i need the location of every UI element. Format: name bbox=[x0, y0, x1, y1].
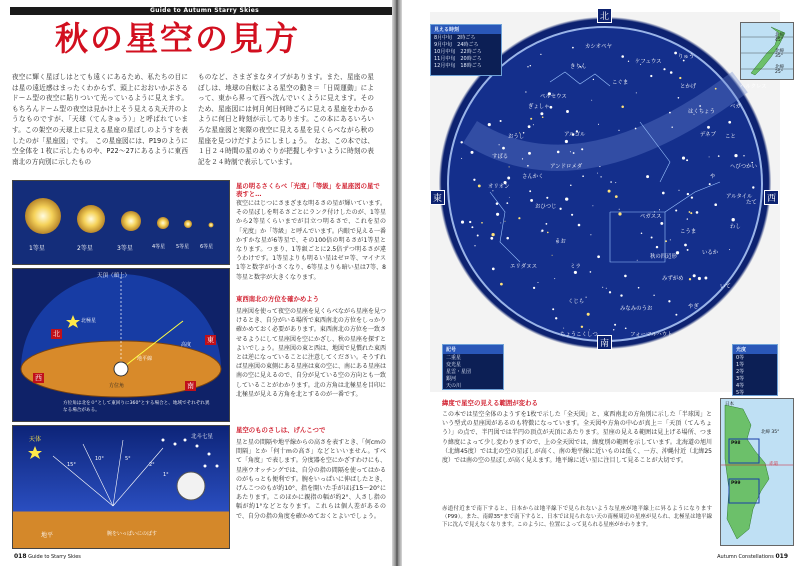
star-mark bbox=[593, 79, 594, 80]
star-mark bbox=[709, 156, 710, 157]
star-mark bbox=[506, 202, 508, 204]
star-mark bbox=[460, 141, 462, 143]
star-mark bbox=[653, 295, 654, 296]
star-mark bbox=[461, 221, 464, 224]
legend-item: 0等 bbox=[736, 355, 745, 361]
star-mark bbox=[571, 214, 573, 216]
constellation-label: おひつじ bbox=[535, 204, 557, 210]
star-mark bbox=[565, 140, 568, 143]
star-mark bbox=[636, 92, 637, 93]
star-mark bbox=[469, 221, 471, 223]
star-mark bbox=[665, 240, 667, 242]
star-mark bbox=[682, 157, 685, 160]
star-mark bbox=[545, 223, 547, 225]
constellation-label: 秋の四辺形 bbox=[650, 254, 677, 260]
star-mark bbox=[625, 327, 627, 329]
star-mark bbox=[587, 313, 590, 316]
star-mark bbox=[728, 121, 731, 124]
legend-item: 5等 bbox=[736, 390, 745, 396]
star-mark bbox=[530, 118, 532, 120]
star-mark bbox=[461, 158, 462, 159]
star-mark bbox=[679, 77, 681, 79]
star-mark bbox=[693, 274, 696, 277]
star-mark bbox=[600, 176, 601, 177]
star-mark bbox=[500, 283, 503, 286]
dome-panel bbox=[12, 268, 230, 422]
star-mark bbox=[554, 278, 555, 279]
angle-label: 2° bbox=[149, 462, 155, 468]
star-mark bbox=[547, 232, 549, 234]
star-mark bbox=[578, 224, 581, 227]
star-mark bbox=[471, 151, 474, 154]
section-heading: 星空のものさしは、げんこつで bbox=[236, 426, 326, 434]
star-mark bbox=[662, 192, 665, 195]
star-mark bbox=[528, 152, 531, 155]
star-mark bbox=[518, 217, 520, 219]
latitude-label: 北緯 35° bbox=[761, 430, 780, 435]
mag-label: 2等星 bbox=[77, 245, 93, 252]
star-mark bbox=[530, 199, 533, 202]
constellation-label: やぎ bbox=[688, 304, 699, 310]
constellation-label: すばる bbox=[492, 154, 509, 160]
legend-item: 銀河 bbox=[446, 376, 457, 382]
mag-label: 4等星 bbox=[152, 244, 166, 250]
east-label: 東 bbox=[207, 336, 214, 344]
star-mark bbox=[492, 190, 493, 191]
section-body: 星と星の間隔や地平線からの高さを表すとき、「何cmの間隔」とか「何十mの高さ」などといいません。すべて「角度」で表します。分度器を空にかざすわけにも、星座ウオッチングでは、自分の指の間隔を使ってはかるのがもっとも便利です。腕をいっぱいに伸ばしたとき、げんこつのもが約10°、指を開いた手がほぼ15〜20°にあたります。このほかに親指の幅が約2°、人さし指の幅が約1°などとなります。これらは個人差があるので、自分の指の角度を確かめておくとよいでしょう。 bbox=[236, 439, 386, 520]
observer-icon bbox=[114, 362, 128, 376]
star-mark bbox=[570, 151, 571, 152]
section-body: 星座図を使って夜空の星座を見くらべながら星座を見つけるとき、自分がいる場所で東西南北の方位をしっかり確かめておく必要があります。東西南北の方位を一致させるようにして星座図を空にかざし、秋の星座を探すとよいでしょう。星座図の東と西は、地図で見慣れた東西とは逆になっていることに注意してください。そうすれば星座図の東側にある星座は東の空に、南にある星座は南の空に見えるので、自分が見ている空の方向とも一致していることがわかります。北の方角は北極星を目印に北極星が見える方角を北とするのが一番です。 bbox=[236, 308, 387, 398]
constellation-label: ちょうこくしつ bbox=[560, 332, 598, 338]
section-body: 夜空にはじつにさまざまな明るさの星が輝いています。その星ぼしを明るさごとにランク付けしたのが、1等星から2等星くらいまでが目立つ明るさで、これを星の「光度」か「等級」と呼んでいます。内眼で見える一番かすかな星が6等星で、その100倍の明るさが1等星となります。つまり、1等級ごとに2.5倍ずつ明るさが違うわけです。1等星よりも明るい星はゼロ等、マイナス1等と数字が小さくなり、6等星よりも暗い星は7等、8等星と数字が大きくなります。 bbox=[236, 200, 386, 281]
big-dipper-label: 北斗七星 bbox=[191, 434, 214, 440]
mag6-star-icon bbox=[209, 223, 214, 228]
azimuth-label: 方位角 bbox=[109, 383, 125, 389]
magnitude-legend bbox=[732, 344, 778, 396]
constellation-label: こと bbox=[725, 134, 736, 140]
constellation-label: とかげ bbox=[680, 84, 697, 90]
mag-label: 1等星 bbox=[29, 245, 45, 252]
star-mark bbox=[689, 278, 691, 280]
constellation-label: ヘルクレス bbox=[740, 84, 767, 90]
dome-illustration bbox=[13, 269, 229, 421]
legend-item: 2等 bbox=[736, 369, 745, 375]
star-mark bbox=[557, 151, 560, 154]
time-box-title: 見える時刻 bbox=[431, 25, 501, 34]
star-mark bbox=[620, 294, 622, 296]
section-body: この本では星空全体のようすを1枚で示した「全天図」と、東西南北の方角別に示した「半球図」という型式の星座図があるのも特徴になっています。全天図や方角の中心が真上＝「天頂（てんちょう）」の点で、半円図では半円の頂点が天頂にあたります。星座の見える範囲は見上げる場所、つまり緯度によって少し変わりますので、上の全天図では、緯度別の範囲を示しています。北海道の旭川（北緯45度）では北の空の星ぼしが高く、南の地平線に近いものは低く、一方、沖縄付近（北緯25度）では南の空の星ぼしが高く見えます。地平線に近い星に注目して見ることが大切です。 bbox=[442, 411, 712, 465]
constellation-label: うお bbox=[555, 239, 566, 245]
constellation-label: いるか bbox=[702, 250, 719, 256]
intro-col-1: 夜空に輝く星ぼしはとても遠くにあるため、私たちの目には星の遠近感はまったくわからず、頭上におおいかぶさるドーム型の夜空に貼りついて光っているように見えます。もちろんドーム型の夜空は見かけ上そう見える丸天井のようなものですが、「天球（てんきゅう）」と呼ばれています。この架空の天球上に見える星座の星ぼしのようすを表したのが「星座図」です。 この星座図には、P19のように空全体を１枚に示したものや、P22〜27にあるように東西南北の方向別に示したもの bbox=[12, 73, 188, 166]
star-mark bbox=[566, 110, 569, 113]
star-mark bbox=[581, 326, 583, 328]
mag-label: 5等星 bbox=[176, 244, 190, 250]
constellation-label: きりん bbox=[570, 64, 587, 70]
constellation-label: へびつかい bbox=[730, 164, 757, 170]
globe-map bbox=[720, 398, 794, 546]
magnitude-panel bbox=[12, 180, 230, 265]
star-mark bbox=[718, 155, 720, 157]
star-mark bbox=[606, 288, 607, 289]
constellation-label: りゅう bbox=[678, 54, 695, 60]
star-mark bbox=[533, 124, 534, 125]
japan-map bbox=[740, 22, 794, 80]
star-mark bbox=[488, 123, 491, 126]
intro-col-2: ものなど、さまざまなタイプがあります。また、星座の星ぼしは、地球の自転による星空の動き＝「日周運動」によって、東から昇って西へ沈んでいくように見えます。そのため、星座図には何月何日何時ごろに見える星座をわかるように何日と時刻が示してあります。この本にあるいろいろな星座図と実際の夜空に見える星を見くらべながら秋の星座を見つけだすようにしましょう。 なお、この本では、１日２４時間の星のめぐりが把握しやすいように時刻の表記を２４時制で表示しています。 bbox=[198, 73, 374, 166]
star-mark bbox=[570, 185, 572, 187]
latitude-label: 北緯 25° bbox=[775, 65, 784, 75]
star-mark bbox=[696, 211, 699, 214]
star-mark bbox=[496, 213, 499, 216]
star-mark bbox=[507, 177, 510, 180]
constellation-label: わし bbox=[730, 224, 741, 230]
star-mark bbox=[687, 193, 689, 195]
star-mark bbox=[552, 308, 554, 310]
constellation-label: アンドロメダ bbox=[550, 164, 583, 170]
star-mark bbox=[610, 181, 612, 183]
time-box bbox=[430, 24, 502, 76]
star-mark bbox=[490, 237, 493, 240]
star-mark bbox=[599, 166, 600, 167]
star-mark bbox=[715, 88, 717, 90]
star-mark bbox=[621, 55, 624, 58]
constellation-label: いて bbox=[720, 284, 731, 290]
west-label: 西 bbox=[35, 374, 42, 382]
star-mark bbox=[597, 255, 600, 258]
horizon-label: 地平 bbox=[41, 532, 54, 539]
footer-label: Autumn Constellations bbox=[717, 554, 774, 560]
star-mark bbox=[582, 175, 584, 177]
fist-panel bbox=[12, 425, 230, 549]
constellation-label: たて bbox=[746, 200, 757, 206]
star-mark bbox=[714, 203, 717, 206]
star-mark bbox=[581, 148, 583, 150]
star-mark bbox=[752, 186, 754, 188]
angle-label: 5° bbox=[125, 456, 131, 462]
star-mark bbox=[618, 130, 619, 131]
star-mark bbox=[743, 155, 744, 156]
star-mark bbox=[533, 287, 535, 289]
star-mark bbox=[650, 75, 652, 77]
angle-label: 10° bbox=[95, 456, 104, 462]
footer-label: Guide to Starry Skies bbox=[28, 554, 81, 560]
legend-item: 二重星 bbox=[446, 355, 462, 361]
star-mark bbox=[621, 106, 624, 109]
star-mark bbox=[592, 205, 593, 206]
star-mark bbox=[638, 287, 640, 289]
star-mark bbox=[505, 221, 506, 222]
star-mark bbox=[529, 190, 531, 192]
star-mark bbox=[618, 212, 621, 215]
star-mark bbox=[574, 271, 577, 274]
star-mark bbox=[555, 317, 557, 319]
star-mark bbox=[527, 66, 528, 67]
star-mark bbox=[732, 218, 735, 221]
star-mark bbox=[669, 112, 671, 114]
star-mark bbox=[499, 144, 500, 145]
horizon-label: 地平線 bbox=[137, 356, 153, 362]
star-mark bbox=[637, 260, 638, 261]
constellation-label: ケフェウス bbox=[635, 59, 662, 65]
zenith-label: 天頂（頭上） bbox=[97, 273, 131, 279]
dome-caption: 方位角は北を０°として東回りに360°とする場合と、地域でそれぞれ異なる場合がある。 bbox=[63, 401, 210, 413]
star-mark bbox=[590, 234, 591, 235]
star-mark bbox=[525, 91, 526, 92]
star-mark bbox=[602, 287, 603, 288]
star-mark bbox=[540, 112, 543, 115]
latitude-label: 北緯 45° bbox=[775, 33, 784, 43]
left-page bbox=[0, 0, 392, 566]
star-mark bbox=[565, 197, 568, 200]
celestial-label: 天体 bbox=[29, 436, 42, 443]
star-mark bbox=[614, 324, 616, 326]
section-body-2: 赤道付近まで南下すると、日本からは地平線下で見られないような星座が地平線上に昇るようになります（P99）。また、南緯35°まで南下すると、日本では見られない天の南極周辺の星座が見られ、北極星は地平線下に沈んで見えなくなります。このように、位置によって見られる星座がかわります。 bbox=[442, 506, 712, 528]
header-tag: Guide to Autumn Starry Skies bbox=[150, 7, 260, 14]
star-mark bbox=[471, 226, 473, 228]
star-mark bbox=[598, 124, 599, 125]
star-mark bbox=[491, 233, 494, 236]
star-mark bbox=[678, 97, 680, 99]
page-title: 秋の星空の見方 bbox=[55, 19, 300, 58]
latitude-label: 北緯 35° bbox=[775, 49, 784, 59]
star-mark bbox=[660, 222, 663, 225]
star-mark bbox=[541, 232, 542, 233]
time-row: 11月中旬 20時ごろ bbox=[434, 56, 482, 62]
time-row: 12月中旬 18時ごろ bbox=[434, 63, 482, 69]
star-mark bbox=[563, 328, 564, 329]
magnitude-legend-title: 光度 bbox=[733, 345, 777, 354]
star-mark bbox=[691, 196, 693, 198]
star-mark bbox=[537, 282, 538, 283]
legend-item: 天の川 bbox=[446, 383, 462, 389]
star-mark bbox=[689, 211, 691, 213]
japan-label: 日本 bbox=[725, 402, 734, 407]
star-mark bbox=[663, 68, 665, 70]
spine bbox=[392, 0, 402, 566]
star-mark bbox=[591, 100, 592, 101]
star-mark bbox=[527, 165, 529, 167]
star-mark bbox=[734, 154, 737, 157]
star-mark bbox=[641, 233, 643, 235]
star-mark bbox=[615, 182, 616, 183]
section-heading: 東西南北の方位を確かめよう bbox=[236, 295, 320, 303]
mag-label: 6等星 bbox=[200, 244, 214, 250]
legend-item: 3等 bbox=[736, 376, 745, 382]
star-mark bbox=[670, 71, 673, 74]
star-mark bbox=[675, 209, 677, 211]
section-heading: 星の明るさくらべ「光度」「等級」を星座図の星で表すと… bbox=[236, 182, 380, 199]
observer-icon bbox=[177, 472, 205, 500]
page-number: 019 bbox=[775, 553, 788, 560]
legend-item: 変光星 bbox=[446, 362, 462, 368]
constellation-label: おうし bbox=[508, 134, 525, 140]
equator-label: 赤道 bbox=[769, 462, 778, 467]
constellation-label: ぎょしゃ bbox=[528, 104, 550, 110]
star-mark bbox=[628, 61, 629, 62]
star-mark bbox=[502, 147, 505, 150]
star-mark bbox=[541, 230, 543, 232]
section-heading: 緯度で星空の見える範囲が変わる bbox=[442, 399, 538, 407]
star-mark bbox=[478, 184, 481, 187]
time-row: 8月中旬 2時ごろ bbox=[434, 35, 476, 41]
star-mark bbox=[542, 116, 544, 118]
mag-label: 3等星 bbox=[117, 245, 133, 252]
star-mark bbox=[597, 173, 598, 174]
mag3-star-icon bbox=[121, 211, 141, 231]
elevation-label: 高度 bbox=[181, 342, 192, 348]
star-mark bbox=[572, 47, 574, 49]
mag2-star-icon bbox=[77, 205, 105, 233]
time-row: 9月中旬 24時ごろ bbox=[434, 42, 479, 48]
star-mark bbox=[609, 291, 611, 293]
south-label: 南 bbox=[187, 382, 194, 390]
right-page bbox=[402, 0, 800, 566]
star-mark bbox=[506, 237, 509, 240]
star-mark bbox=[624, 275, 627, 278]
star-mark bbox=[709, 183, 711, 185]
star-mark bbox=[546, 197, 548, 199]
compass-east: 東 bbox=[430, 190, 445, 205]
star-mark bbox=[500, 120, 502, 122]
star-mark bbox=[707, 126, 710, 129]
legend-item: 1等 bbox=[736, 362, 745, 368]
star-mark bbox=[690, 212, 692, 214]
star-mark bbox=[608, 190, 611, 193]
constellation-label: ペガスス bbox=[640, 214, 662, 220]
star-mark bbox=[613, 329, 614, 330]
footer bbox=[717, 553, 788, 560]
target-star-icon bbox=[28, 446, 42, 459]
star-mark bbox=[646, 175, 649, 178]
star-mark bbox=[656, 246, 658, 248]
time-row: 10月中旬 22時ごろ bbox=[434, 49, 482, 55]
star-mark bbox=[729, 249, 730, 250]
constellation-label: フォーマルハウト bbox=[630, 332, 673, 338]
constellation-label: アルゴル bbox=[564, 132, 586, 138]
star-mark bbox=[635, 128, 637, 130]
compass-north: 北 bbox=[597, 8, 612, 23]
polaris-label: 北極星 bbox=[81, 318, 97, 324]
star-mark bbox=[522, 158, 523, 159]
star-mark bbox=[540, 54, 541, 55]
star-mark bbox=[530, 65, 531, 66]
compass-west: 西 bbox=[764, 190, 779, 205]
star-mark bbox=[586, 297, 587, 298]
star-mark bbox=[687, 249, 689, 251]
constellation-label: ミラ bbox=[570, 264, 581, 270]
compass-south: 南 bbox=[597, 335, 612, 350]
star-mark bbox=[615, 195, 618, 198]
constellation-label: エリダヌス bbox=[510, 264, 537, 270]
star-mark bbox=[492, 268, 495, 271]
arm-label: 腕をいっぱいにのばす bbox=[107, 531, 158, 537]
angle-label: 1° bbox=[163, 472, 169, 478]
page-ref-label: P99 bbox=[731, 481, 741, 486]
star-mark bbox=[573, 152, 575, 154]
constellation-label: みなみのうお bbox=[620, 306, 653, 312]
star-mark bbox=[704, 277, 707, 280]
star-mark bbox=[671, 126, 672, 127]
star-mark bbox=[590, 271, 592, 273]
star-mark bbox=[474, 245, 475, 246]
star-mark bbox=[675, 314, 677, 316]
constellation-label: や bbox=[710, 174, 716, 180]
constellation-label: みずがめ bbox=[662, 276, 684, 282]
star-mark bbox=[481, 222, 483, 224]
globe-map-art bbox=[721, 399, 793, 545]
mag4-star-icon bbox=[157, 217, 169, 229]
star-mark bbox=[674, 52, 677, 55]
legend-item: 星雲・星団 bbox=[446, 369, 472, 375]
constellation-label: ベガ bbox=[730, 104, 741, 110]
constellation-label: こうま bbox=[680, 229, 697, 235]
star-mark bbox=[509, 197, 510, 198]
constellation-label: カシオペヤ bbox=[585, 44, 612, 50]
star-mark bbox=[659, 209, 660, 210]
star-mark bbox=[559, 208, 561, 210]
mag1-star-icon bbox=[25, 198, 61, 234]
symbol-legend-title: 記号 bbox=[443, 345, 503, 354]
star-mark bbox=[473, 179, 475, 181]
symbol-legend bbox=[442, 344, 504, 390]
angle-label: 15° bbox=[67, 462, 76, 468]
footer bbox=[14, 553, 81, 560]
big-dipper-icon bbox=[162, 439, 219, 468]
page-number: 018 bbox=[14, 553, 27, 560]
north-label: 北 bbox=[53, 330, 60, 338]
star-mark bbox=[670, 239, 671, 240]
star-mark bbox=[651, 237, 653, 239]
constellation-label: こぐま bbox=[612, 80, 629, 86]
star-mark bbox=[698, 277, 701, 280]
constellation-label: くじら bbox=[568, 299, 585, 305]
star-mark bbox=[528, 125, 531, 128]
legend-item: 4等 bbox=[736, 383, 745, 389]
constellation-label: さんかく bbox=[522, 174, 544, 180]
constellation-label: はくちょう bbox=[688, 109, 715, 115]
star-mark bbox=[668, 300, 670, 302]
star-mark bbox=[684, 244, 687, 247]
star-mark bbox=[500, 222, 501, 223]
star-mark bbox=[686, 159, 688, 161]
constellation-label: アルタイル bbox=[726, 194, 753, 200]
star-mark bbox=[552, 255, 553, 256]
star-mark bbox=[509, 166, 510, 167]
page-ref-label: P98 bbox=[731, 441, 741, 446]
star-mark bbox=[678, 190, 679, 191]
mag5-star-icon bbox=[184, 220, 192, 228]
constellation-label: オリオン bbox=[488, 184, 510, 190]
constellation-label: デネブ bbox=[700, 132, 716, 138]
star-mark bbox=[619, 209, 620, 210]
star-mark bbox=[687, 218, 688, 219]
star-mark bbox=[477, 235, 479, 237]
constellation-label: ペルセウス bbox=[540, 94, 567, 100]
